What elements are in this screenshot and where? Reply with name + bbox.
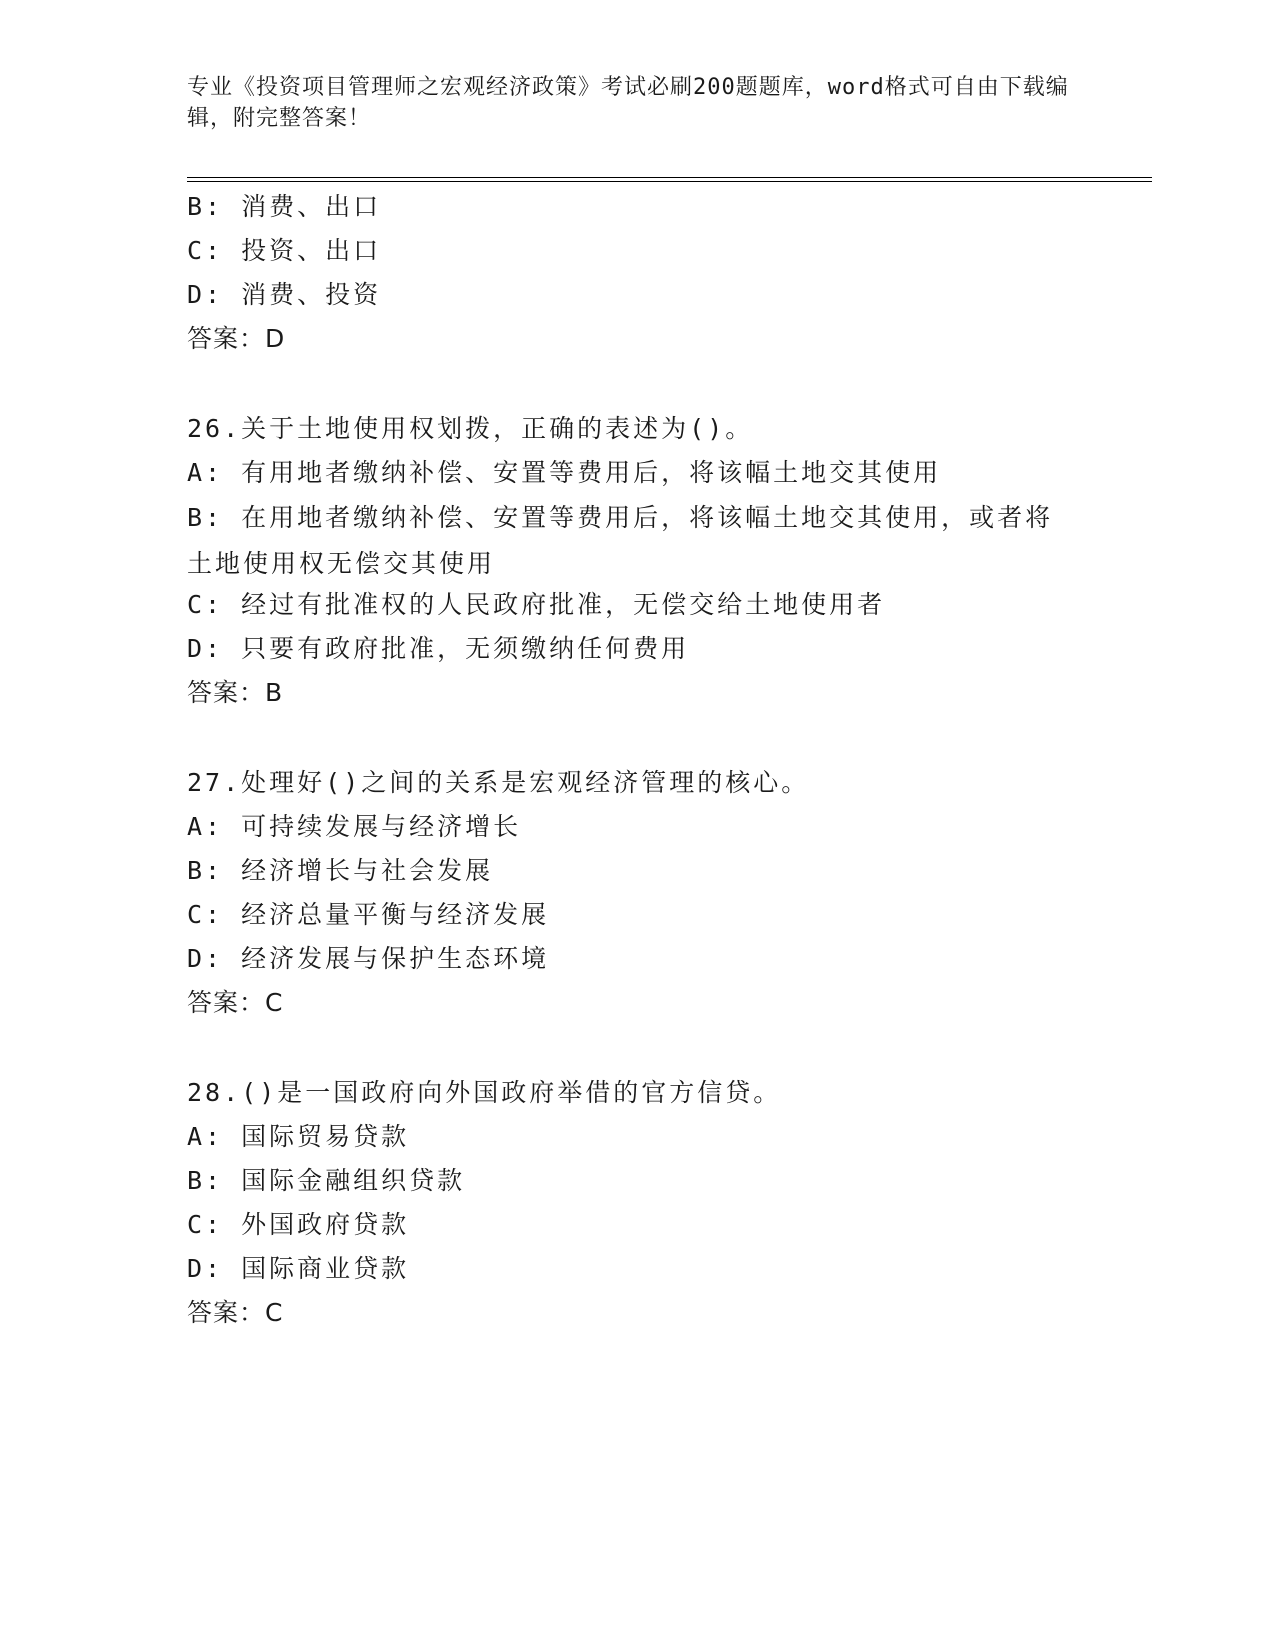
q25-answer: 答案：D [187,324,286,353]
q25-option-b: B: 消费、出口 [187,192,382,221]
q28-answer: 答案：C [187,1298,284,1327]
document-header: 专业《投资项目管理师之宏观经济政策》考试必刷200题题库，word格式可自由下载编辑，附完整答案！ [187,75,1069,131]
q26-option-b: B: 在用地者缴纳补偿、安置等费用后，将该幅土地交其使用，或者将土地使用权无偿交其使用 [187,503,1054,578]
header-rule-top [187,177,1152,178]
q27-option-a: A: 可持续发展与经济增长 [187,812,522,841]
q26-answer: 答案：B [187,678,284,707]
header-rule-bottom [187,181,1152,182]
q27-stem: 27.处理好()之间的关系是宏观经济管理的核心。 [187,768,810,797]
q25-option-c: C: 投资、出口 [187,236,382,265]
q28-stem: 28.()是一国政府向外国政府举借的官方信贷。 [187,1078,782,1107]
q28-option-a: A: 国际贸易贷款 [187,1122,410,1151]
q27-option-c: C: 经济总量平衡与经济发展 [187,900,550,929]
q26-option-c: C: 经过有批准权的人民政府批准，无偿交给土地使用者 [187,590,886,619]
q27-answer: 答案：C [187,988,284,1017]
q28-option-c: C: 外国政府贷款 [187,1210,410,1239]
q26-option-d: D: 只要有政府批准，无须缴纳任何费用 [187,634,690,663]
q26-option-a: A: 有用地者缴纳补偿、安置等费用后，将该幅土地交其使用 [187,458,942,487]
q28-option-d: D: 国际商业贷款 [187,1254,410,1283]
q25-option-d: D: 消费、投资 [187,280,382,309]
q28-option-b: B: 国际金融组织贷款 [187,1166,466,1195]
q27-option-d: D: 经济发展与保护生态环境 [187,944,550,973]
q27-option-b: B: 经济增长与社会发展 [187,856,494,885]
q26-stem: 26.关于土地使用权划拨，正确的表述为()。 [187,414,754,443]
